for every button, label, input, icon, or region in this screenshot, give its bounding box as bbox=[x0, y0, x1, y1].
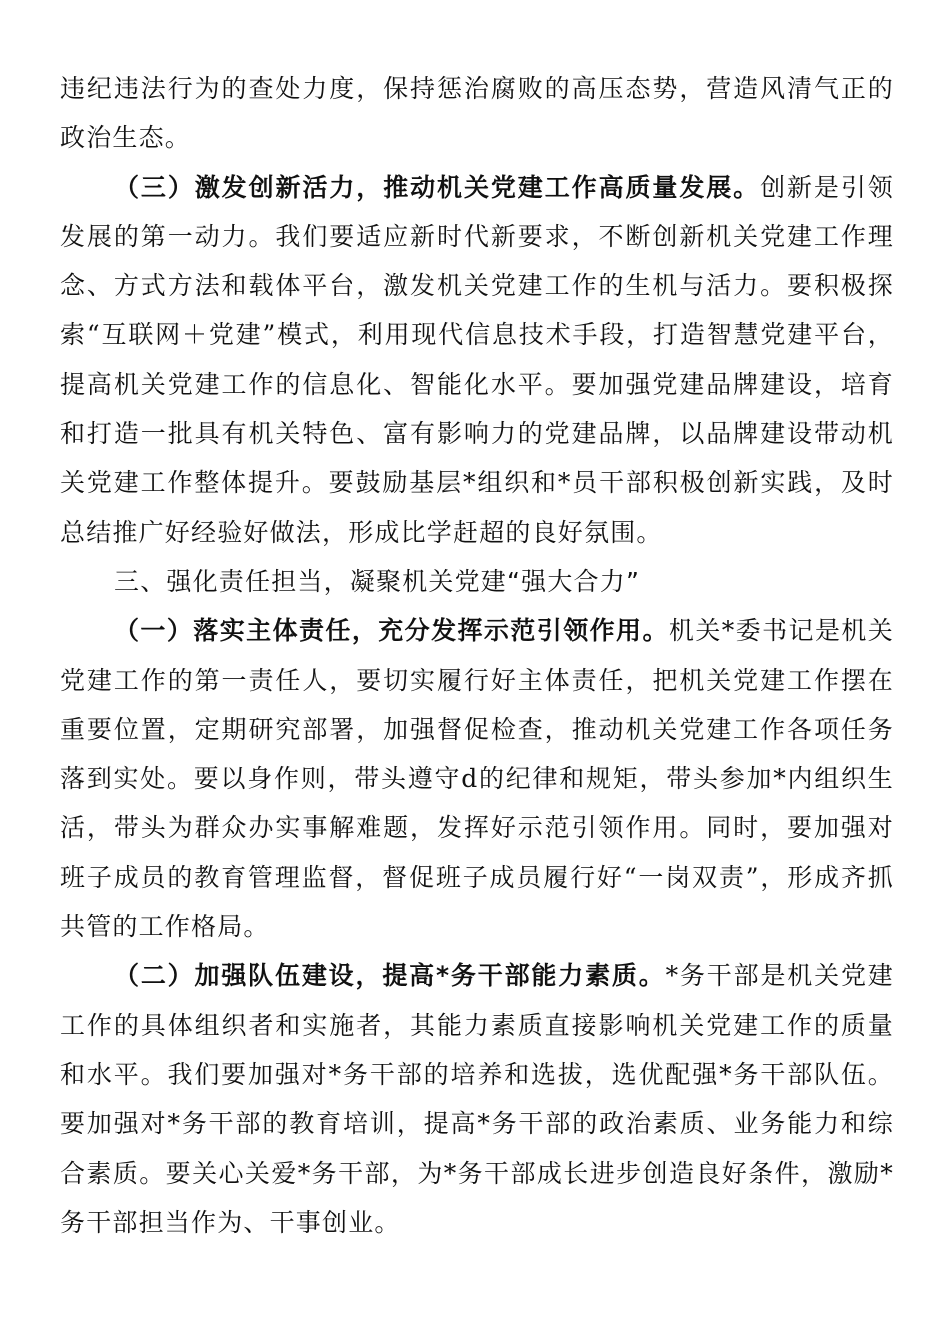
paragraph-innovation bbox=[60, 163, 894, 557]
paragraph-body: *务干部是机关党建工作的具体组织者和实施者，其能力素质直接影响机关党建工作的质量和水平。我们要加强对*务干部的培养和选拔，选优配强*务干部队伍。要加强对*务干部的教育培训，提高*务干部的政治素质、业务能力和综合素质。要关心关爱*务干部，为*务干部成长进步创造良好条件，激励*务干部担当作为、干事创业。 bbox=[60, 961, 894, 1237]
paragraph-body: 机关*委书记是机关党建工作的第一责任人，要切实履行好主体责任，把机关党建工作摆在重要位置，定期研究部署，加强督促检查，推动机关党建工作各项任务落到实处。要以身作则，带头遵守d的纪律和规矩，带头参加*内组织生活，带头为群众办实事解难题，发挥好示范引领作用。同时，要加强对班子成员的教育管理监督，督促班子成员履行好“一岗双责”，形成齐抓共管的工作格局。 bbox=[60, 616, 894, 942]
paragraph-lead: （一）落实主体责任，充分发挥示范引领作用。 bbox=[114, 616, 669, 646]
paragraph-body: 违纪违法行为的查处力度，保持惩治腐败的高压态势，营造风清气正的政治生态。 bbox=[60, 74, 894, 153]
paragraph-continuation bbox=[60, 64, 894, 163]
paragraph-responsibility bbox=[60, 606, 894, 951]
paragraph-body: 创新是引领发展的第一动力。我们要适应新时代新要求，不断创新机关党建工作理念、方式方法和载体平台，激发机关党建工作的生机与活力。要积极探索“互联网＋党建”模式，利用现代信息技术手段，打造智慧党建平台，提高机关党建工作的信息化、智能化水平。要加强党建品牌建设，培育和打造一批具有机关特色、富有影响力的党建品牌，以品牌建设带动机关党建工作整体提升。要鼓励基层*组织和*员干部积极创新实践，及时总结推广好经验好做法，形成比学赶超的良好氛围。 bbox=[60, 172, 894, 547]
paragraph-lead: （三）激发创新活力，推动机关党建工作高质量发展。 bbox=[114, 172, 761, 202]
paragraph-team-building bbox=[60, 951, 894, 1247]
section-heading: 三、强化责任担当，凝聚机关党建“强大合力” bbox=[114, 566, 641, 596]
paragraph-lead: （二）加强队伍建设，提高*务干部能力素质。 bbox=[114, 961, 666, 991]
document-page bbox=[60, 64, 894, 1247]
